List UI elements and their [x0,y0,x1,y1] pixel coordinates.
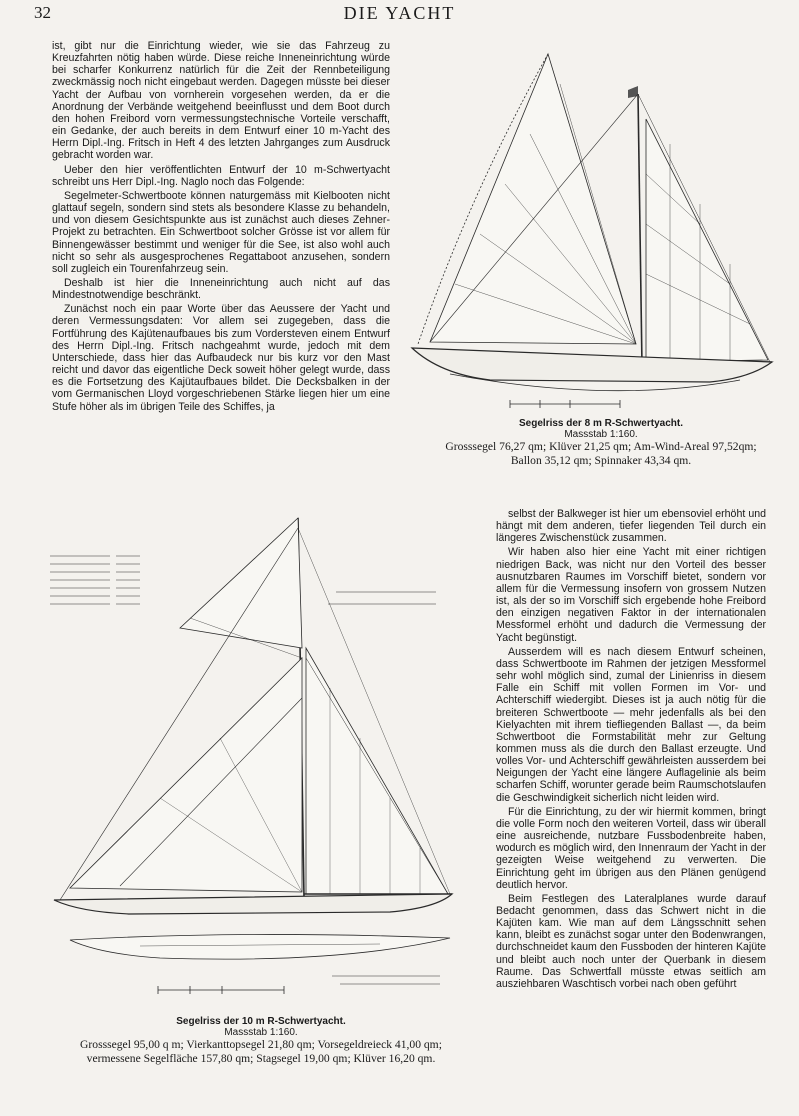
figure-bottom-areas-line1: Grosssegel 95,00 q m; Vierkanttopsegel 21,80 qm; Vorsegeldreieck 41,00 qm; [80,1038,442,1051]
paragraph: Beim Festlegen des Lateralplanes wurde darauf Bedacht genommen, dass das Schwert nicht in die Kajüten kam. Wie man auf dem Längsschnitt sehen kann, bleibt es zunächst sogar unter den Bodenwrangen, durchschneidet kaum den Fussboden der hinteren Kajüte und bleibt auch noch unter der Querbank in diesem Raume. Das Schwertfall müsste etwas seitlich am ausziehbaren Waschtisch vorbei nach oben geführt [496,892,766,990]
figure-top-areas-line1: Grosssegel 76,27 qm; Klüver 21,25 qm; Am-Wind-Areal 97,52qm; [445,440,757,453]
paragraph: Ausserdem will es nach diesem Entwurf scheinen, dass Schwertboote im Rahmen der jetzigen Messformel sehr wohl möglich sind, zumal der Linienriss in diesem Falle ein Schiff mit vollen Formen im Vor- und Achterschiff wiedergibt. Dieses ist ja auch nötig für die breiteren Schwertboote — mehr jedenfalls als bei den Kielyachten mit ihrem tiefliegenden Ballast —, da beim Schwertboot die Formstabilität mehr zur Geltung kommen muss als die durch den Ballast erzeugte. Und volles Vor- und Achterschiff gewährleisten ausserdem bei Neigungen der Yacht eine längere Auflagelinie als beim scharfen Schiff, worunter gerade beim Raumschotslaufen die Geschwindigkeit sicherlich nicht leiden wird. [496,645,766,804]
sail-plan-8m-figure [410,44,780,416]
sail-plan-8m-drawing [410,44,780,416]
paragraph: Deshalb ist hier die Inneneinrichtung auch nicht auf das Mindestnotwendige beschränkt. [52,276,390,302]
figure-bottom-caption [30,1016,492,1066]
paragraph: Für die Einrichtung, zu der wir hiermit kommen, bringt die volle Form noch den weiteren Vorteil, dass wir überall eine ausreichende, nutzbare Fussbodenbreite haben, wodurch es möglich wird, den Innenraum der Yacht in der gezeigten Weise weitgehend zu verwerten. Die Einrichtung geht im übrigen aus den Plänen genügend deutlich hervor. [496,805,766,891]
right-text-column [496,508,766,992]
figure-top-title: Segelriss der 8 m R-Schwertyacht. [519,418,683,429]
paragraph: selbst der Balkweger ist hier um ebensoviel erhöht und hängt mit dem anderen, tiefer liegenden Teil durch ein längeres Zwischenstück zusammen. [496,508,766,545]
paragraph: Wir haben also hier eine Yacht mit einer richtigen niedrigen Back, was nicht nur den Vorteil des besser ausnutzbaren Raumes im Vorschiff bietet, sondern vor allem für die Vermessung insofern von grossem Nutzen ist, als der so im Vorschiff sich ergebende hohe Freibord den einzigen negativen Faktor in der internationalen Messformel erhöht und dadurch die Vermessung der Yacht begünstigt. [496,546,766,644]
figure-bottom-areas-line2: vermessene Segelfläche 157,80 qm; Stagsegel 19,00 qm; Klüver 16,20 qm. [86,1052,436,1065]
paragraph: Ueber den hier veröffentlichten Entwurf der 10 m-Schwertyacht schreibt uns Herr Dipl.-Ing. Naglo noch das Folgende: [52,163,390,188]
figure-top-areas-line2: Ballon 35,12 qm; Spinnaker 43,34 qm. [510,454,692,467]
left-text-column [52,40,390,415]
figure-top-scale: Massstab 1:160. [564,429,638,440]
sail-plan-10m-drawing [40,508,488,1013]
figure-top-caption [410,418,792,468]
paragraph: Segelmeter-Schwertboote können naturgemäss mit Kielbooten nicht glattauf segeln, sondern sind stets als besondere Klasse zu behandeln, und von diesem Gesichtspunkte aus ist zunächst auch dieses Zehner-Projekt zu betrachten. Ein Schwertboot solcher Grösse ist vor allem für Binnengewässer bestimmt und weniger für die See, ist also wohl auch nicht so sehr als ausgesprochenes Regattaboot anzusehen, sondern soll zugleich ein Tourenfahrzeug sein. [52,189,390,275]
paragraph: Zunächst noch ein paar Worte über das Aeussere der Yacht und deren Vermessungsdaten: Vor allem sei zugegeben, dass die Fortführung des Kajütenaufbaues bis zum Vordersteven einem Entwurf des Herrn Dipl.-Ing. Fritsch nachgeahmt wurde, jedoch mit dem Unterschiede, dass hier das Aufbaudeck nur bis kurz vor den Mast reicht und davor das eigentliche Deck soweit höher gelegt wurde, dass es die Fortsetzung des Kajütaufbaues bildet. Die Decksbalken in der vom Germanischen Lloyd vorgeschriebenen Stärke liegen hier um eine Stufe höher als im übrigen Teile des Schiffes, ja [52,303,390,413]
page-number: 32 [34,3,51,22]
paragraph: ist, gibt nur die Einrichtung wieder, wie sie das Fahrzeug zu Kreuzfahrten nötig haben würde. Diese reiche Inneneinrichtung würde bei scharfer Konkurrenz natürlich für die Zeit der Rennbeteiligung zweckmässig noch nicht eingebaut werden. Dagegen müsste bei dieser Yacht der Aufbau von vornherein vorgesehen werden, da er die Anordnung der Verbände weitgehend beeinflusst und dem Boot durch den hohen Freibord vorn vermessungstechnische Vorteile verschafft, ein Gedanke, der auch bereits in dem Entwurf einer 10 m-Yacht des Herrn Dipl.-Ing. Fritsch in Heft 4 des letzten Jahrganges zum Ausdruck gebracht worden war. [52,40,390,162]
figure-bottom-scale: Massstab 1:160. [224,1027,298,1038]
running-title: DIE YACHT [343,3,456,23]
sail-plan-10m-figure [40,508,488,1013]
figure-bottom-title: Segelriss der 10 m R-Schwertyacht. [176,1016,346,1027]
